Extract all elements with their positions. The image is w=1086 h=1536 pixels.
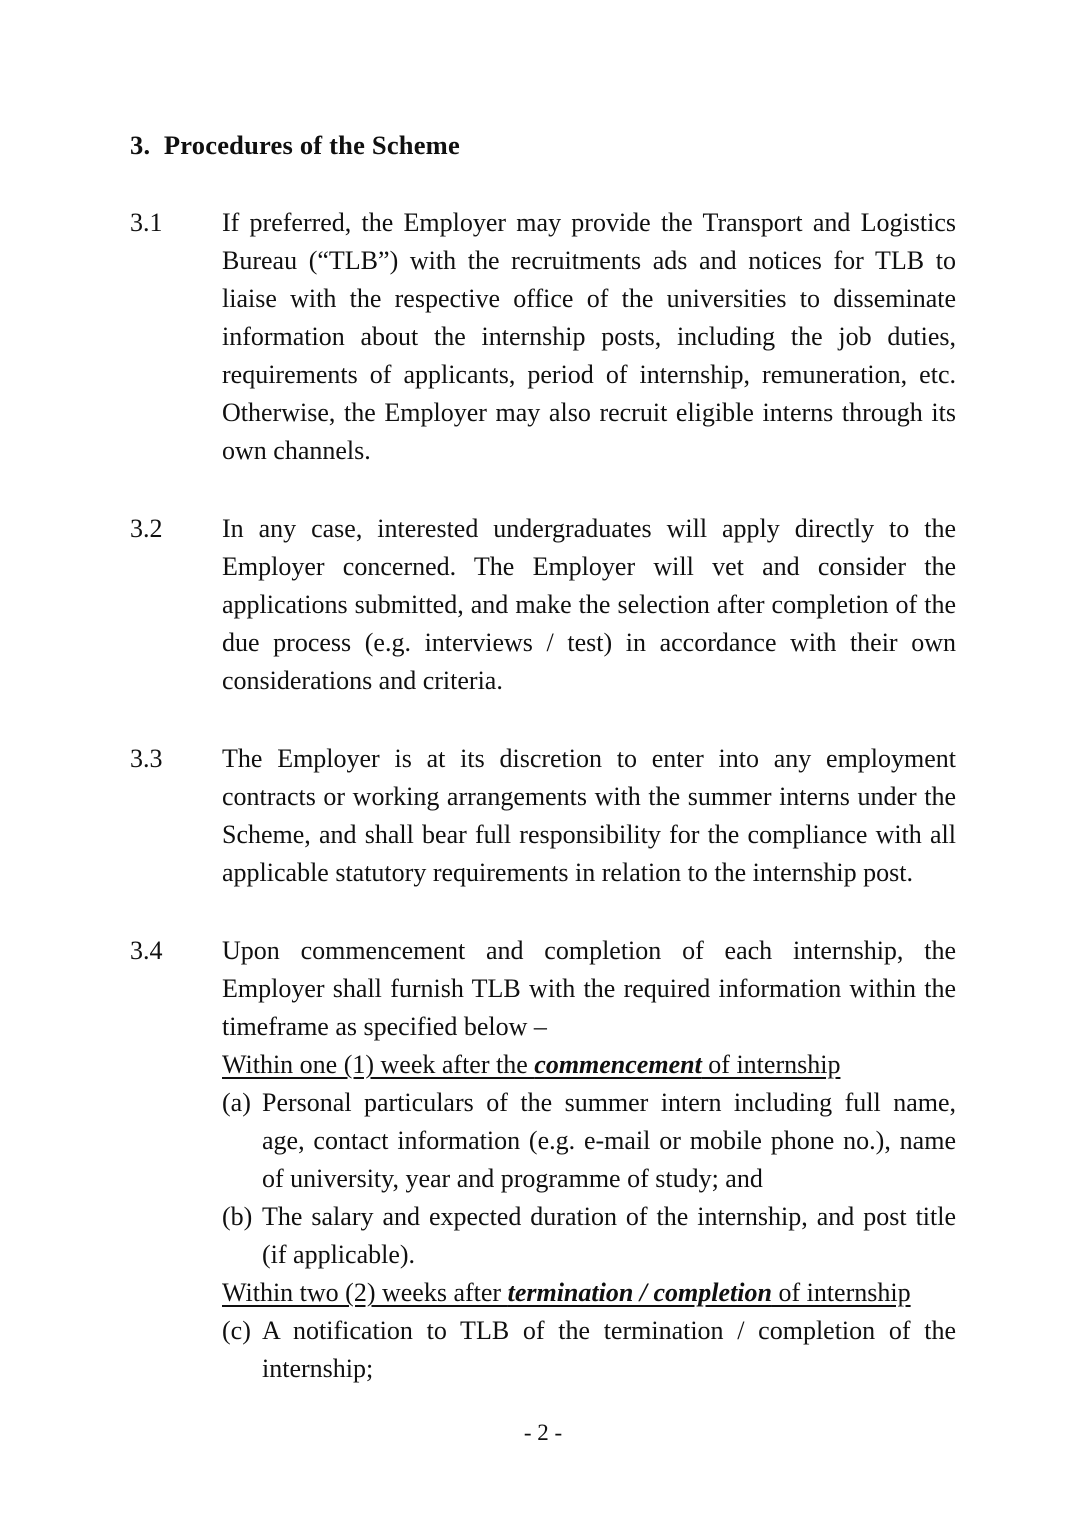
subsection-heading-before: Within two (2) weeks after xyxy=(222,1277,508,1307)
subsection-termination-completion xyxy=(222,1274,956,1388)
subsection-heading-before: Within one (1) week after the xyxy=(222,1049,535,1079)
subsection-heading-row xyxy=(222,1274,956,1312)
page-content xyxy=(130,128,956,1388)
list-item-text: A notification to TLB of the termination / completion of the internship; xyxy=(262,1315,956,1383)
clause-3-1 xyxy=(130,204,956,470)
clause-number: 3.3 xyxy=(130,743,163,773)
list-item-text: Personal particulars of the summer intern including full name, age, contact information (e.g. e-mail or mobile phone no.), name of university, year and programme of study; and xyxy=(262,1087,956,1193)
clause-text: Upon commencement and completion of each internship, the Employer shall furnish TLB with the required information within the timeframe as specified below – xyxy=(222,935,956,1041)
subsection-heading xyxy=(222,1274,911,1312)
subsection-heading-after: of internship xyxy=(771,1277,911,1307)
clause-text: If preferred, the Employer may provide the Transport and Logistics Bureau (“TLB”) with the recruitments ads and notices for TLB to liaise with the respective office of the universities to disseminate information about the internship posts, including the job duties, requirements of applicants, period of internship, remuneration, etc. Otherwise, the Employer may also recruit eligible interns through its own channels. xyxy=(222,207,956,465)
page-number-footer: - 2 - xyxy=(523,1420,563,1445)
clause-text: The Employer is at its discretion to enter into any employment contracts or working arrangements with the summer interns under the Scheme, and shall bear full responsibility for the compliance with all applicable statutory requirements in relation to the internship post. xyxy=(222,743,956,887)
clause-number: 3.2 xyxy=(130,513,163,543)
list-item-marker: (b) xyxy=(222,1201,253,1231)
subsection-heading-emphasis: commencement xyxy=(534,1049,702,1079)
list-item xyxy=(222,1084,956,1198)
clause-number: 3.4 xyxy=(130,935,163,965)
subsection-heading-row xyxy=(222,1046,956,1084)
list-item-text: The salary and expected duration of the internship, and post title (if applicable). xyxy=(262,1201,956,1269)
list-item-marker: (c) xyxy=(222,1315,251,1345)
subsection-heading xyxy=(222,1046,840,1084)
clause-number: 3.1 xyxy=(130,207,163,237)
clause-3-4 xyxy=(130,932,956,1046)
clause-3-3 xyxy=(130,740,956,892)
list-item-marker: (a) xyxy=(222,1087,251,1117)
clause-3-2 xyxy=(130,510,956,700)
list-item xyxy=(222,1312,956,1388)
list-item xyxy=(222,1198,956,1274)
subsection-heading-after: of internship xyxy=(701,1049,841,1079)
subsection-commencement xyxy=(222,1046,956,1274)
clause-text: In any case, interested undergraduates will apply directly to the Employer concerned. The Employer will vet and consider the applications submitted, and make the selection after completion of the due process (e.g. interviews / test) in accordance with their own considerations and criteria. xyxy=(222,513,956,695)
page-title: 3. Procedures of the Scheme xyxy=(130,130,460,160)
subsection-heading-emphasis: termination / completion xyxy=(507,1277,772,1307)
